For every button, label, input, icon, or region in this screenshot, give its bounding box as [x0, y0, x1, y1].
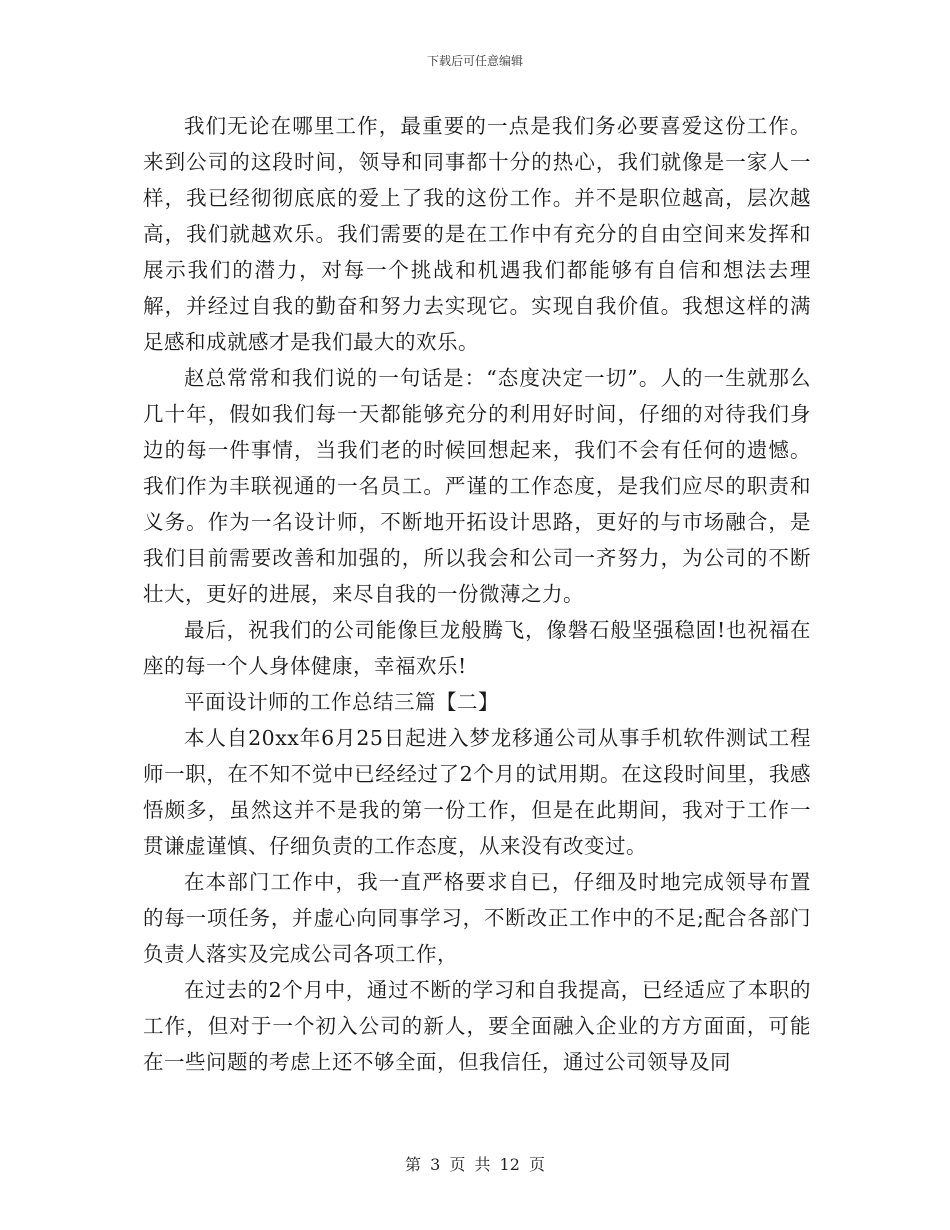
page-number-footer: 第 3 页 共 12 页: [405, 1155, 545, 1174]
paragraph-2: 赵总常常和我们说的一句话是：“态度决定一切”。人的一生就那么几十年，假如我们每一天都能够充分的利用好时间，仔细的对待我们身边的每一件事情，当我们老的时候回想起来，我们不会有任何的遗憾。我们作为丰联视通的一名员工。严谨的工作态度，是我们应尽的职责和义务。作为一名设计师，不断地开拓设计思路，更好的与市场融合，是我们目前需要改善和加强的，所以我会和公司一齐努力，为公司的不断壮大，更好的进展，来尽自我的一份微薄之力。: [143, 366, 811, 606]
document-body: [143, 108, 811, 1080]
paragraph-4: 本人自20xx年6月25日起进入梦龙移通公司从事手机软件测试工程师一职，在不知不觉中已经经过了2个月的试用期。在这段时间里，我感悟颇多，虽然这并不是我的第一份工作，但是在此期间，我对于工作一贯谦虚谨慎、仔细负责的工作态度，从来没有改变过。: [143, 726, 811, 858]
paragraph-3: 最后，祝我们的公司能像巨龙般腾飞，像磐石般坚强稳固!也祝福在座的每一个人身体健康，幸福欢乐!: [143, 618, 811, 678]
header-note: 下载后可任意编辑: [426, 54, 523, 68]
paragraph-1: 我们无论在哪里工作，最重要的一点是我们务必要喜爱这份工作。来到公司的这段时间，领导和同事都十分的热心，我们就像是一家人一样，我已经彻彻底底的爱上了我的这份工作。并不是职位越高，层次越高，我们就越欢乐。我们需要的是在工作中有充分的自由空间来发挥和展示我们的潜力，对每一个挑战和机遇我们都能够有自信和想法去理解，并经过自我的勤奋和努力去实现它。实现自我价值。我想这样的满足感和成就感才是我们最大的欢乐。: [143, 114, 811, 354]
paragraph-5: 在本部门工作中，我一直严格要求自已，仔细及时地完成领导布置的每一项任务，并虚心向同事学习，不断改正工作中的不足;配合各部门负责人落实及完成公司各项工作，: [143, 870, 811, 966]
paragraph-6: 在过去的2个月中，通过不断的学习和自我提高，已经适应了本职的工作，但对于一个初入公司的新人，要全面融入企业的方方面面，可能在一些问题的考虑上还不够全面，但我信任，通过公司领导及同: [143, 978, 811, 1074]
section-heading: 平面设计师的工作总结三篇【二】: [184, 690, 499, 714]
